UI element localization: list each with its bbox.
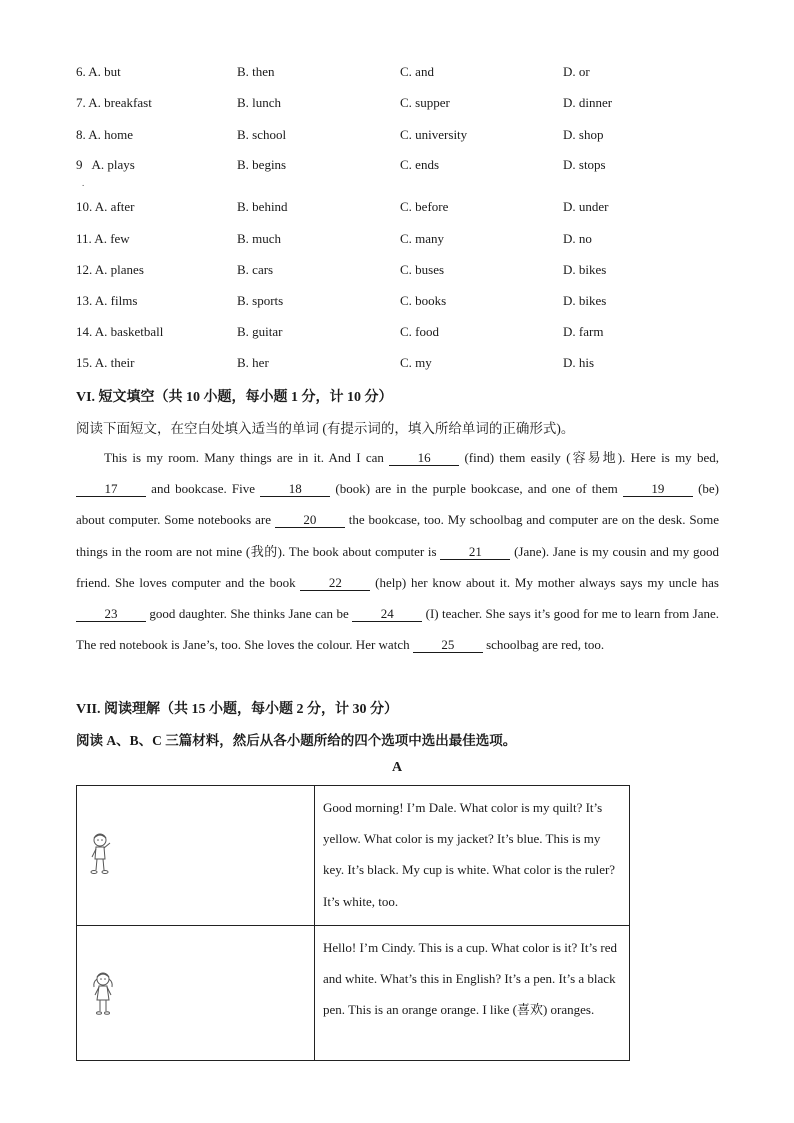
option-c: C. my: [400, 355, 432, 370]
option-d: D. shop: [563, 127, 604, 142]
option-c: C. university: [400, 127, 468, 142]
option-d: D. farm: [563, 324, 604, 339]
option-b: B. lunch: [237, 95, 282, 110]
option-c: C. buses: [400, 262, 445, 277]
option-a: 14. A. basketball: [76, 324, 164, 339]
blank-22[interactable]: 22: [300, 575, 370, 591]
option-b: B. then: [237, 64, 275, 79]
option-b: B. cars: [237, 262, 274, 277]
boy-figure: [89, 832, 115, 876]
option-c: C. many: [400, 231, 445, 246]
option-a: 10. A. after: [76, 199, 135, 214]
option-a: 11. A. few: [76, 231, 130, 246]
section-6-instruction: 阅读下面短文，在空白处填入适当的单词 (有提示词的，填入所给单词的正确形式)。: [76, 421, 575, 436]
option-d: D. bikes: [563, 262, 607, 277]
option-row-10: [0, 199, 794, 219]
section-6-heading: VI. 短文填空（共 10 小题，每小题 1 分，计 10 分）: [76, 390, 393, 405]
option-d: D. or: [563, 64, 590, 79]
option-row-12: [0, 262, 794, 282]
option-d: D. no: [563, 231, 592, 246]
option-a: 12. A. planes: [76, 262, 144, 277]
option-a: 13. A. films: [76, 293, 138, 308]
option-b: B. behind: [237, 199, 288, 214]
picture-cell: [77, 925, 315, 1060]
option-a: 8. A. home: [76, 127, 134, 142]
blank-21[interactable]: 21: [440, 544, 510, 560]
option-c: C. books: [400, 293, 447, 308]
option-d: D. bikes: [563, 293, 607, 308]
option-row-11: [0, 231, 794, 251]
option-c: C. ends: [400, 157, 439, 172]
option-b: B. school: [237, 127, 287, 142]
option-b: B. much: [237, 231, 282, 246]
section-7-instruction: 阅读 A、B、C 三篇材料，然后从各小题所给的四个选项中选出最佳选项。: [76, 733, 517, 748]
option-a: 9 A. plays: [76, 157, 135, 172]
option-c: C. food: [400, 324, 439, 339]
option-d: D. his: [563, 355, 595, 370]
blank-19[interactable]: 19: [623, 481, 693, 497]
blank-23[interactable]: 23: [76, 606, 146, 622]
table-row: [77, 925, 630, 1060]
option-d: D. stops: [563, 157, 606, 172]
option-a: 6. A. but: [76, 64, 121, 79]
reading-a-table: [76, 785, 630, 1061]
part-a-label: A: [391, 760, 403, 775]
blank-18[interactable]: 18: [260, 481, 330, 497]
option-b: B. begins: [237, 157, 287, 172]
option-a: 7. A. breakfast: [76, 95, 152, 110]
option-row-15: [0, 355, 794, 375]
option-b: B. sports: [237, 293, 284, 308]
dale-text: Good morning! I’m Dale. What color is my quilt? It’s yellow. What color is my jacket? It’s blue. This is my key. It’s black. My cup is white. What color is the ruler? It’s white, too.: [315, 786, 630, 926]
cloze-passage: This is my room. Many things are in it. And I can 16 (find) them easily (容易地). Here is my bed, 17 and bookcase. Five 18 (book) are in the purple bookcase, and one of them 19 (be) about computer. Some notebooks are 20 the bookcase, too. My schoolbag and computer are on the desk. Some things in the room are not mine (我的). The book about computer is 21 (Jane). Jane is my cousin and my good friend. She loves computer and the book 22 (help) her know about it. My mother always says my uncle has 23 good daughter. She thinks Jane can be 24 (I) teacher. She says it’s good for me to learn from Jane. The red notebook is Jane’s, too. She loves the colour. Her watch 25 schoolbag are red, too.: [76, 450, 720, 653]
option-c: C. supper: [400, 95, 450, 110]
option-row-14: [0, 324, 794, 344]
option-c: C. before: [400, 199, 449, 214]
option-row-13: [0, 293, 794, 313]
blank-17[interactable]: 17: [76, 481, 146, 497]
option-d: D. under: [563, 199, 609, 214]
option-a: 15. A. their: [76, 355, 135, 370]
stray-mark: .: [82, 178, 85, 188]
girl-figure: [89, 970, 117, 1016]
picture-cell: [77, 786, 315, 926]
blank-25[interactable]: 25: [413, 637, 483, 653]
option-d: D. dinner: [563, 95, 613, 110]
option-row-9: [0, 157, 794, 177]
option-row-6: [0, 64, 794, 84]
option-row-8: [0, 127, 794, 147]
option-row-7: [0, 95, 794, 115]
section-7-heading: VII. 阅读理解（共 15 小题，每小题 2 分，计 30 分）: [76, 702, 399, 717]
blank-20[interactable]: 20: [275, 512, 345, 528]
table-row: [77, 786, 630, 926]
cindy-text: Hello! I’m Cindy. This is a cup. What color is it? It’s red and white. What’s this in English? It’s a pen. It’s a black pen. This is an orange orange. I like (喜欢) oranges.: [315, 925, 630, 1060]
option-b: B. guitar: [237, 324, 283, 339]
blank-16[interactable]: 16: [389, 450, 459, 466]
option-b: B. her: [237, 355, 269, 370]
option-c: C. and: [400, 64, 434, 79]
blank-24[interactable]: 24: [352, 606, 422, 622]
